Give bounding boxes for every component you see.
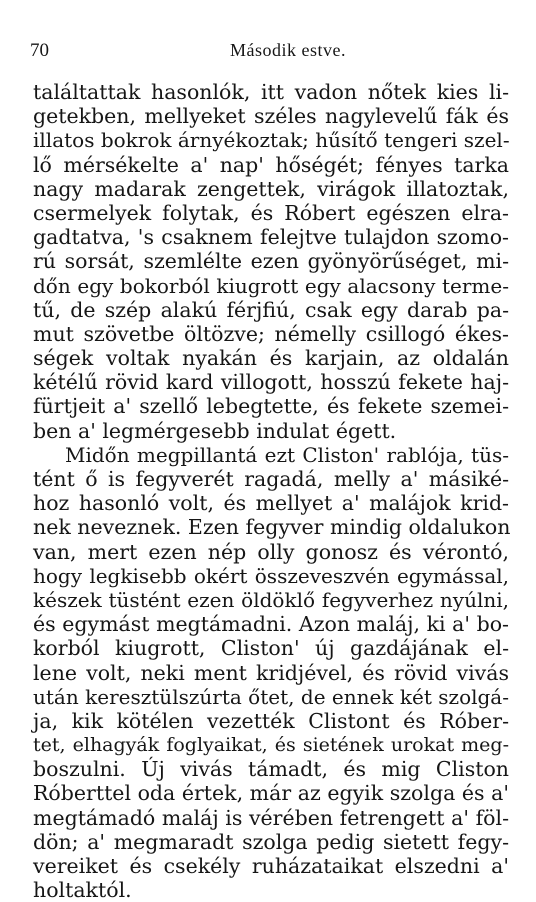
text-line: megtámadó maláj is vérében fetrengett a' föl- xyxy=(33,805,509,830)
text-line: tént ő is fegyverét ragadá, melly a' másiké- xyxy=(33,467,509,491)
text-line: korból kiugrott, Cliston' új gazdájának el- xyxy=(33,636,509,661)
text-line: hogy legkisebb okért összeveszvén egymással, xyxy=(33,563,509,588)
text-line: és egymást megtámadni. Azon maláj, ki a' bo- xyxy=(33,612,509,637)
text-line: után keresztülszúrta őtet, de ennek két szolgá- xyxy=(33,684,509,709)
text-line: illatos bokrok árnyékoztak; hűsítő tengeri szel- xyxy=(33,128,510,153)
text-line: találtattak hasonlók, itt vadon nőtek kies li- xyxy=(33,80,509,104)
paragraph-end-line: ben a' legmérgesebb indulat égett. xyxy=(33,418,397,443)
text-line: lő mérsékelte a' nap' hőségét; fényes tarka xyxy=(33,152,509,177)
text-line: tet, elhagyák foglyaikat, és sietének urokat meg- xyxy=(33,734,509,757)
page-header xyxy=(30,38,506,62)
text-line: nagy madarak zengettek, virágok illatoztak, xyxy=(33,176,509,201)
text-line: Róberttel oda értek, már az egyik szolga és a' xyxy=(33,781,509,806)
text-line: csermelyek folytak, és Róbert egészen elra- xyxy=(33,200,509,225)
page-number: 70 xyxy=(30,40,49,61)
body-text xyxy=(33,80,509,902)
text-line: tű, de szép alakú férjfiú, csak egy darab pa- xyxy=(33,297,509,322)
text-line: gadtatva, 's csaknem felejtve tulajdon szomo- xyxy=(33,225,509,250)
text-line: mut szövetbe öltözve; némelly csillogó ékes- xyxy=(33,321,509,346)
text-line: van, mert ezen nép olly gonosz és vérontó, xyxy=(33,539,509,564)
text-line: lene volt, neki ment kridjével, és rövid vivás xyxy=(33,660,509,685)
text-line: rú sorsát, szemlélte ezen gyönyörűséget, mi- xyxy=(33,249,509,274)
running-title: Második estve. xyxy=(230,40,346,60)
paragraph-start-line: Midőn megpillantá ezt Cliston' rablója, tüs- xyxy=(65,442,509,467)
text-line: hoz hasonló volt, és mellyet a' malájok krid- xyxy=(33,491,509,516)
text-line: nek neveznek. Ezen fegyver mindig oldalukon xyxy=(33,515,511,540)
text-line: kétélű rövid kard villogott, hosszú fekete haj- xyxy=(33,370,509,395)
text-line: boszulni. Új vivás támadt, és mig Cliston xyxy=(33,757,509,782)
text-line: ségek voltak nyakán és karjain, az oldalán xyxy=(33,346,509,371)
text-line: ja, kik kötélen vezették Clistont és Róber- xyxy=(33,708,509,733)
text-line: dőn egy bokorból kiugrott egy alacsony terme- xyxy=(33,273,509,298)
text-line: fürtjeit a' szellő lebegtette, és fekete szemei- xyxy=(33,394,509,419)
paragraph-end-line: holtaktól. xyxy=(33,878,132,902)
text-line: getekben, mellyeket széles nagylevelű fák és xyxy=(33,104,509,129)
text-line: készek tüstént ezen öldöklő fegyverhez nyúlni, xyxy=(33,587,509,612)
text-line: dön; a' megmaradt szolga pedig sietett fegy- xyxy=(33,829,509,854)
text-line: vereiket és csekély ruházataikat elszedni a' xyxy=(33,854,509,878)
